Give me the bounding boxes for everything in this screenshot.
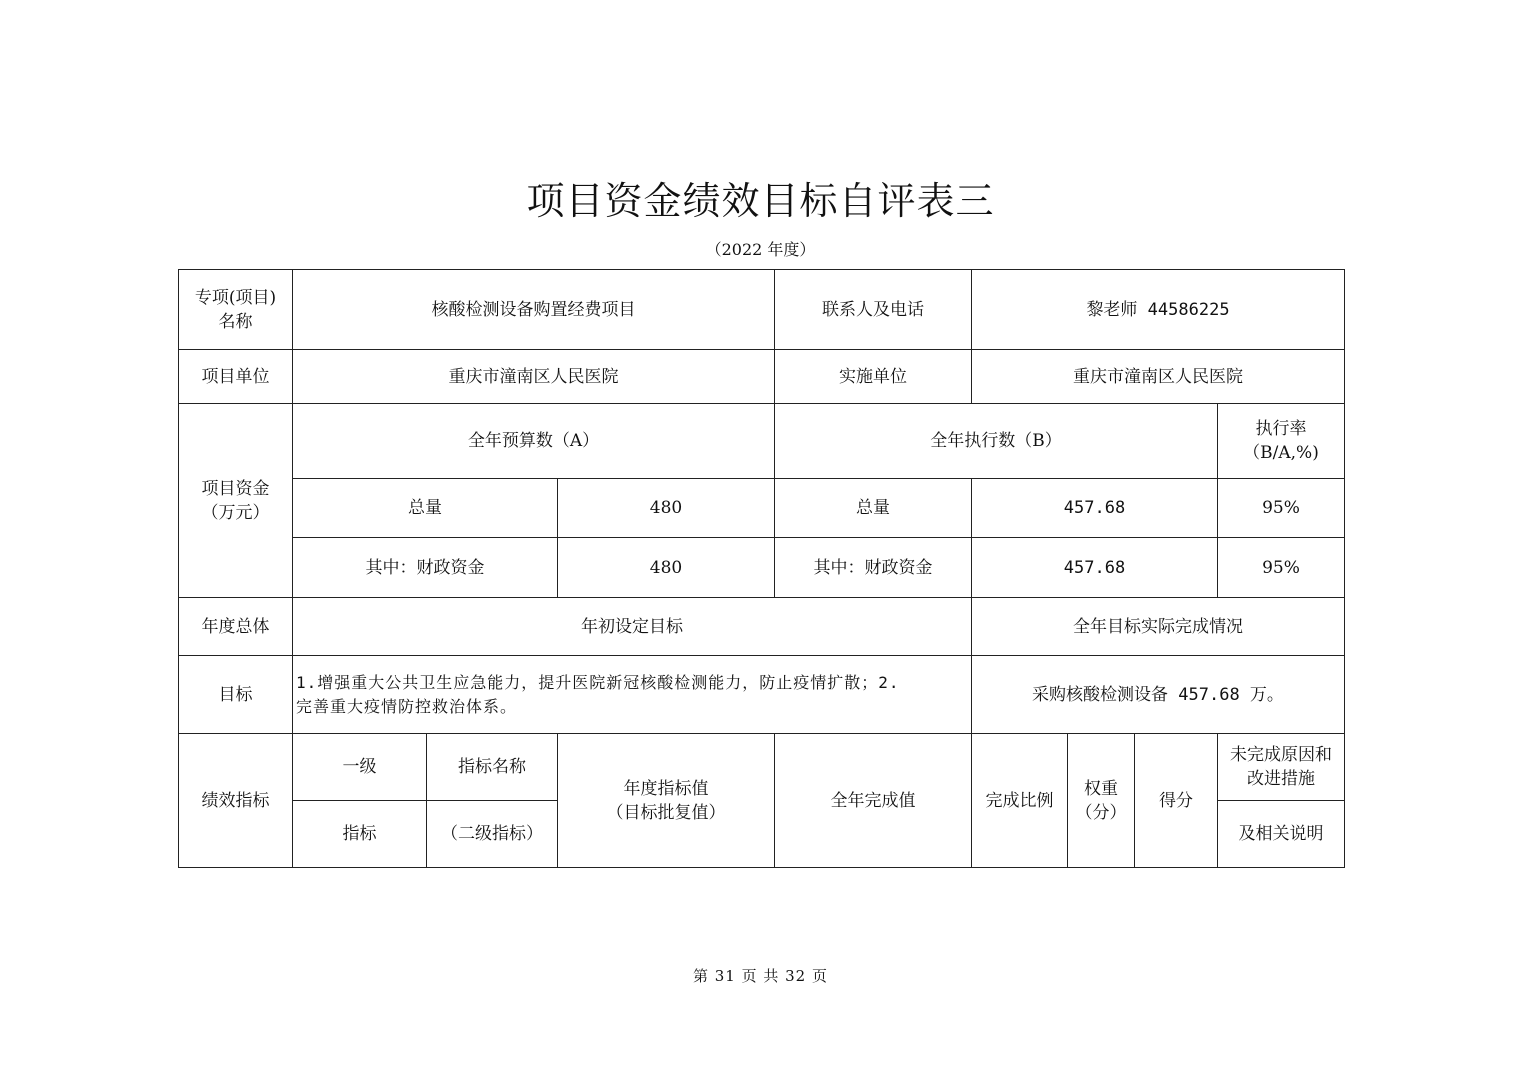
- contact-value: 黎老师 44586225: [972, 270, 1345, 350]
- rate-header: 执行率 （B/A,%): [1218, 404, 1345, 479]
- impl-unit-value: 重庆市潼南区人民医院: [972, 350, 1345, 404]
- actual-text: 采购核酸检测设备 457.68 万。: [972, 656, 1345, 734]
- fiscal-rate-value: 95%: [1218, 538, 1345, 598]
- execution-header: 全年执行数（B）: [775, 404, 1218, 479]
- total-rate-value: 95%: [1218, 479, 1345, 538]
- fiscal-budget-value: 480: [558, 538, 775, 598]
- full-year-completion-header: 全年完成值: [775, 734, 972, 868]
- self-evaluation-table: [178, 269, 1345, 868]
- unit-value: 重庆市潼南区人民医院: [293, 350, 775, 404]
- initial-goal-header: 年初设定目标: [293, 598, 972, 656]
- reason-header: 未完成原因和 改进措施: [1218, 734, 1345, 801]
- goal-text: 1.增强重大公共卫生应急能力，提升医院新冠核酸检测能力，防止疫情扩散；2. 完善重大疫情防控救治体系。: [293, 656, 972, 734]
- notes-sub-header: 及相关说明: [1218, 801, 1345, 868]
- page-title: 项目资金绩效目标自评表三: [526, 179, 995, 223]
- weight-header: 权重 （分）: [1068, 734, 1135, 868]
- annual-overall-label: 年度总体: [179, 598, 293, 656]
- indicator-name-header: 指标名称: [427, 734, 558, 801]
- table-row: [179, 404, 1345, 479]
- total-label-budget: 总量: [293, 479, 558, 538]
- actual-completion-header: 全年目标实际完成情况: [972, 598, 1345, 656]
- total-budget-value: 480: [558, 479, 775, 538]
- table-row: [179, 734, 1345, 801]
- funds-label: 项目资金 （万元）: [179, 404, 293, 598]
- table-row: [179, 598, 1345, 656]
- total-executed-value: 457.68: [972, 479, 1218, 538]
- contact-label: 联系人及电话: [775, 270, 972, 350]
- unit-label: 项目单位: [179, 350, 293, 404]
- total-label-executed: 总量: [775, 479, 972, 538]
- perf-label: 绩效指标: [179, 734, 293, 868]
- table-row: [179, 656, 1345, 734]
- score-header: 得分: [1135, 734, 1218, 868]
- annual-indicator-header: 年度指标值 （目标批复值）: [558, 734, 775, 868]
- goal-label: 目标: [179, 656, 293, 734]
- fiscal-label-executed: 其中：财政资金: [775, 538, 972, 598]
- table-row: [179, 350, 1345, 404]
- page-footer: 第 31 页 共 32 页: [692, 967, 828, 985]
- fiscal-label-budget: 其中：财政资金: [293, 538, 558, 598]
- project-name-value: 核酸检测设备购置经费项目: [293, 270, 775, 350]
- level1-header: 一级: [293, 734, 427, 801]
- table-row: [179, 479, 1345, 538]
- level2-sub-header: （二级指标）: [427, 801, 558, 868]
- budget-header: 全年预算数（A）: [293, 404, 775, 479]
- indicator-sub-header: 指标: [293, 801, 427, 868]
- page-subtitle: （2022 年度）: [705, 240, 816, 259]
- completion-ratio-header: 完成比例: [972, 734, 1068, 868]
- table-row: [179, 270, 1345, 350]
- project-name-label: 专项(项目) 名称: [179, 270, 293, 350]
- impl-unit-label: 实施单位: [775, 350, 972, 404]
- fiscal-executed-value: 457.68: [972, 538, 1218, 598]
- table-row: [179, 538, 1345, 598]
